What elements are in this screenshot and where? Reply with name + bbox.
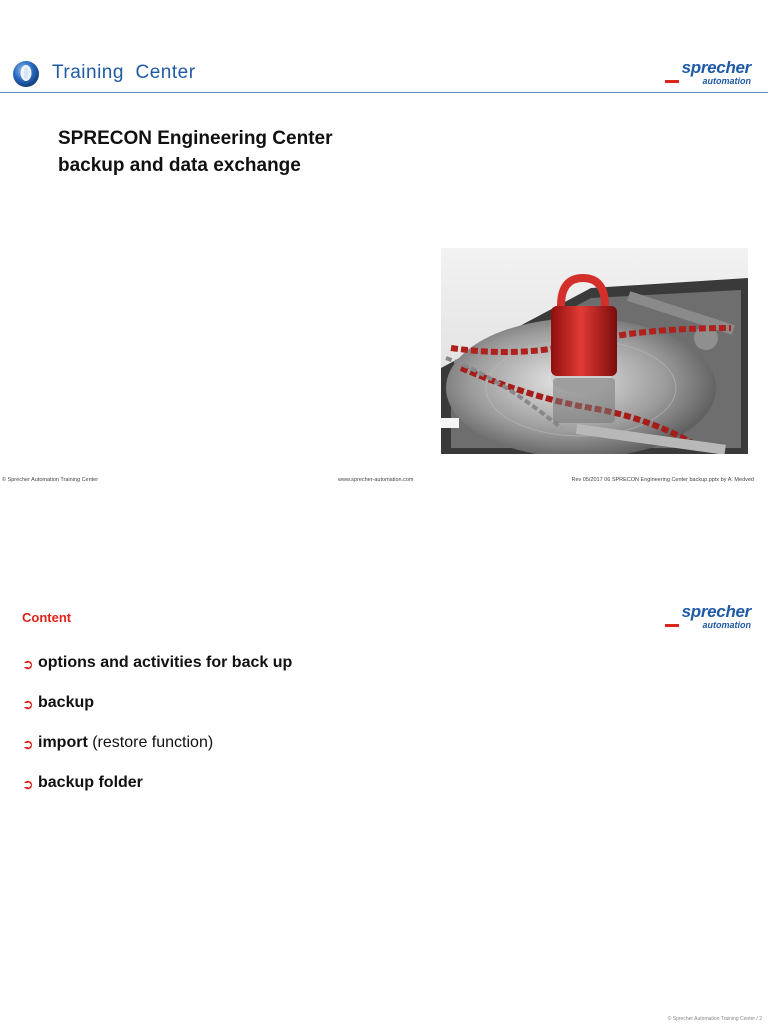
- bullet-arrow-icon: ➲: [22, 776, 34, 792]
- slide-title-line1: SPRECON Engineering Center: [58, 128, 333, 149]
- footer-copyright: © Sprecher Automation Training Center: [2, 477, 99, 483]
- header-divider: [0, 92, 768, 93]
- bullet-arrow-icon: ➲: [22, 656, 34, 672]
- logo-subline: [661, 76, 751, 86]
- slide-title-line2: backup and data exchange: [58, 155, 301, 176]
- content-heading: Content: [22, 610, 72, 625]
- bullet-item: [22, 654, 292, 694]
- bullet-item: [22, 734, 292, 774]
- content-bullet-list: [22, 654, 292, 814]
- slide-title: [58, 125, 333, 179]
- bullet-item: [22, 694, 292, 734]
- footer-revision: Rev 05/2017 06 SPRECON Engineering Center backup.pptx by A. Medved: [571, 477, 754, 483]
- content-slide: [0, 576, 768, 1024]
- training-center-title: Training Center: [52, 62, 196, 83]
- bullet-arrow-icon: ➲: [22, 736, 34, 752]
- logo-subline: [661, 620, 751, 630]
- bullet-text: import (restore function): [38, 734, 214, 751]
- logo-red-bar: [665, 80, 679, 83]
- slide-footer: © Sprecher Automation Training Center / 2: [667, 1016, 762, 1022]
- logo-wordmark: sprecher: [681, 602, 751, 621]
- footer-website: www.sprecher-automation.com: [338, 477, 414, 483]
- logo-automation-text: automation: [702, 76, 751, 86]
- title-slide: [0, 0, 768, 500]
- training-center-globe-icon: [12, 60, 40, 88]
- bullet-item: [22, 774, 292, 814]
- bullet-text: backup: [38, 694, 95, 711]
- bullet-text: backup folder: [38, 774, 143, 791]
- logo-automation-text: automation: [702, 620, 751, 630]
- bullet-text: options and activities for back up: [38, 654, 293, 671]
- sprecher-logo: [661, 60, 751, 86]
- logo-red-bar: [665, 624, 679, 627]
- padlock-hard-drive-photo: [441, 248, 748, 454]
- sprecher-logo: [661, 604, 751, 630]
- bullet-arrow-icon: ➲: [22, 696, 34, 712]
- logo-wordmark: sprecher: [681, 58, 751, 77]
